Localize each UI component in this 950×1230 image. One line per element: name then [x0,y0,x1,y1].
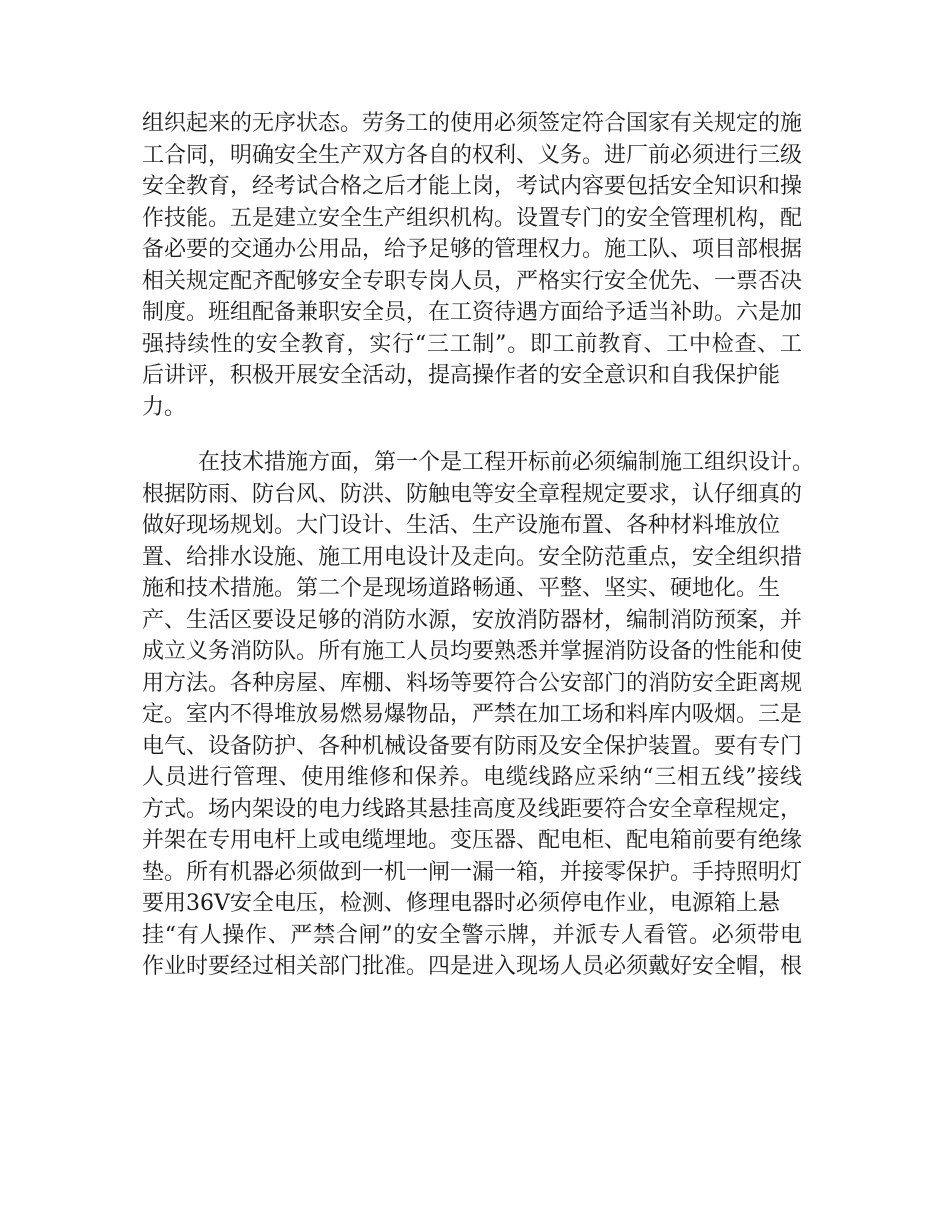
body-line: 作技能。五是建立安全生产组织机构。设置专门的安全管理机构，配 [142,205,803,231]
body-line: 并架在专用电杆上或电缆埋地。变压器、配电柜、配电箱前要有绝缘 [142,828,803,853]
body-line: 制度。班组配备兼职安全员，在工资待遇方面给予适当补助。六是加 [142,300,803,325]
body-line: 人员进行管理、使用维修和保养。电缆线路应采纳“三相五线”接线 [142,765,802,790]
body-line: 成立义务消防队。所有施工人员均要熟悉并掌握消防设备的性能和使 [142,639,803,664]
document-body [142,108,815,983]
body-line: 安全教育，经考试合格之后才能上岗，考试内容要包括安全知识和操 [142,174,803,199]
body-line: 电气、设备防护、各种机械设备要有防雨及安全保护装置。要有专门 [142,733,803,759]
body-line: 挂“有人操作、严禁合闸”的安全警示牌，并派专人看管。必须带电 [142,922,802,948]
body-line: 垫。所有机器必须做到一机一闸一漏一箱，并接零保护。手持照明灯 [142,859,803,885]
body-line: 相关规定配齐配够安全专职专岗人员，严格实行安全优先、一票否决 [142,268,803,294]
body-line: 备必要的交通办公用品，给予足够的管理权力。施工队、项目部根据 [142,237,803,262]
body-line: 做好现场规划。大门设计、生活、生产设施布置、各种材料堆放位 [142,513,781,538]
body-line-indented: 在技术措施方面，第一个是工程开标前必须编制施工组织设计。 [198,450,815,475]
body-line: 后讲评，积极开展安全活动，提高操作者的安全意识和自我保护能 [142,363,781,388]
body-line: 强持续性的安全教育，实行“三工制”。即工前教育、工中检查、工 [142,331,802,357]
body-line: 要用36V安全电压，检测、修理电器时必须停电作业，电源箱上悬 [142,891,780,916]
body-line: 用方法。各种房屋、库棚、料场等要符合公安部门的消防安全距离规 [142,670,803,696]
body-line: 置、给排水设施、施工用电设计及走向。安全防范重点，安全组织措 [142,544,803,570]
body-line: 组织起来的无序状态。劳务工的使用必须签定符合国家有关规定的施 [142,111,803,136]
body-line: 产、生活区要设足够的消防水源，安放消防器材，编制消防预案，并 [142,607,803,633]
body-line: 作业时要经过相关部门批准。四是进入现场人员必须戴好安全帽，根 [142,954,803,979]
body-line: 施和技术措施。第二个是现场道路畅通、平整、坚实、硬地化。生 [142,576,781,601]
body-line: 力。 [142,394,187,420]
body-line: 工合同，明确安全生产双方各自的权利、义务。进厂前必须进行三级 [142,142,803,168]
body-line: 方式。场内架设的电力线路其悬挂高度及线距要符合安全章程规定， [142,796,803,822]
paragraph-gap [142,423,802,447]
body-line: 定。室内不得堆放易燃易爆物品，严禁在加工场和料库内吸烟。三是 [142,702,803,727]
body-line: 根据防雨、防台风、防洪、防触电等安全章程规定要求，认仔细真的 [142,481,803,507]
